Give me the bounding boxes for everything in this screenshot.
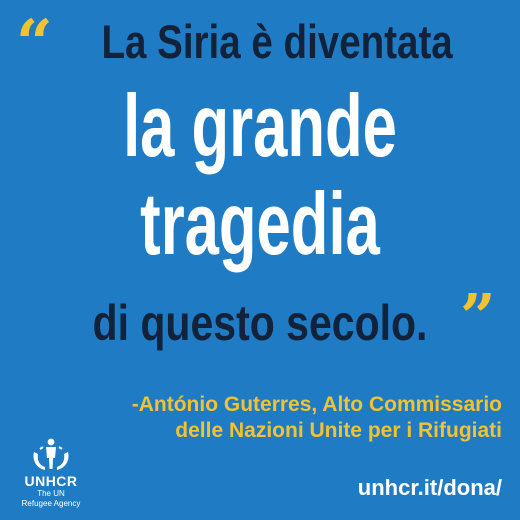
attribution-line-2: delle Nazioni Unite per i Rifugiati (175, 418, 502, 442)
donate-url-link[interactable]: unhcr.it/dona/ (357, 475, 502, 500)
attribution (132, 392, 502, 443)
logo-sub-2: Refugee Agency (21, 498, 81, 508)
quote-line-4: di questo secolo. (92, 295, 428, 351)
logo-name: UNHCR (24, 473, 78, 489)
quote-line-2: la grande (123, 76, 397, 175)
open-quote-mark: “ (16, 6, 49, 81)
unhcr-logo[interactable] (14, 436, 88, 508)
logo-sub-1: The UN (37, 489, 65, 499)
quote-line-3: tragedia (140, 174, 380, 273)
attribution-line-1: -António Guterres, Alto Commissario (131, 393, 502, 416)
unhcr-emblem-icon (31, 436, 71, 472)
quote-line-1: La Siria è diventata (101, 15, 453, 68)
close-quote-mark: ” (460, 280, 492, 353)
